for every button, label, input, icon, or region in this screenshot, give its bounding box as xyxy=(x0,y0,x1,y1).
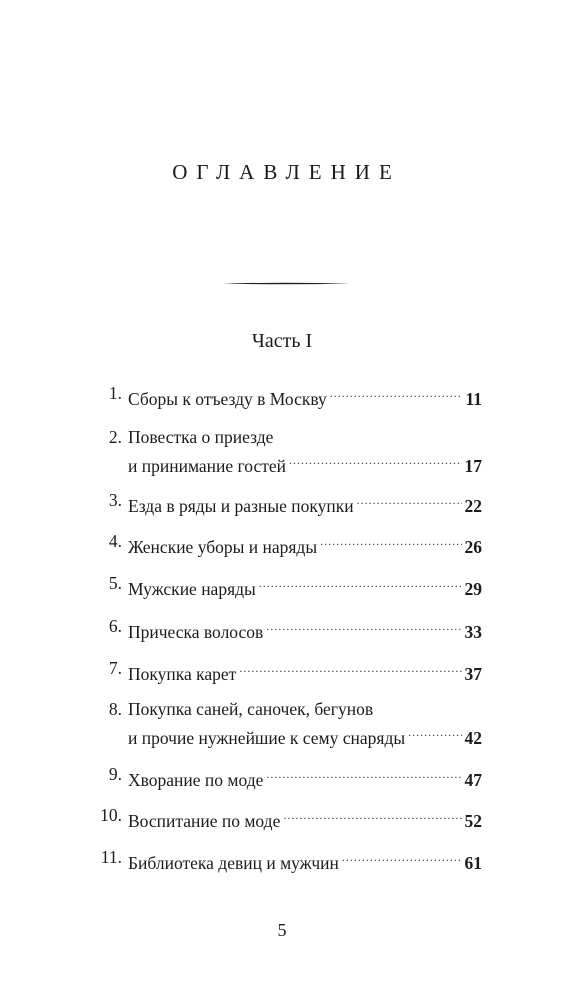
entry-title-continuation: и принимание гостей xyxy=(128,456,287,476)
entry-page: 47 xyxy=(464,770,482,790)
entry-title: Покупка саней, саночек, бегунов xyxy=(128,699,374,719)
page-number: 5 xyxy=(277,920,287,940)
entry-title: Женские уборы и наряды xyxy=(128,537,318,557)
entry-title: Хворание по моде xyxy=(128,770,264,790)
entry-page: 61 xyxy=(464,853,482,873)
entry-title: Воспитание по моде xyxy=(128,811,281,831)
dot-leader xyxy=(408,721,461,744)
entry-page: 22 xyxy=(464,496,482,516)
entry-title: Сборы к отъезду в Москву xyxy=(128,389,327,409)
entry-number: 2. xyxy=(108,427,122,447)
part-title: Часть I xyxy=(251,330,313,352)
entry-page: 29 xyxy=(464,579,482,599)
entry-number: 6. xyxy=(108,616,122,636)
dot-leader xyxy=(266,615,461,638)
entry-number: 7. xyxy=(108,658,122,678)
entry-title: Покупка карет xyxy=(128,664,237,684)
entry-page: 37 xyxy=(464,664,482,684)
dot-leader xyxy=(357,489,462,512)
entry-title-continuation: и прочие нужнейшие к сему снаряды xyxy=(128,728,406,748)
entry-title: Мужские наряды xyxy=(128,579,256,599)
entry-title: Езда в ряды и разные покупки xyxy=(128,496,354,516)
entry-page: 42 xyxy=(464,728,482,748)
entry-page: 26 xyxy=(464,537,482,557)
entry-page: 52 xyxy=(464,811,482,831)
entry-number: 9. xyxy=(108,764,122,784)
entry-title: Повестка о приезде xyxy=(128,427,274,447)
entry-number: 11. xyxy=(100,847,122,867)
dot-leader xyxy=(289,449,461,472)
decorative-rule xyxy=(222,282,350,285)
entry-number: 10. xyxy=(100,805,122,825)
entry-number: 4. xyxy=(108,531,122,551)
entry-page: 11 xyxy=(465,389,482,409)
dot-leader xyxy=(320,530,461,553)
dot-leader xyxy=(259,572,462,595)
dot-leader xyxy=(283,804,461,827)
entry-title: Прическа волосов xyxy=(128,622,264,642)
entry-number: 1. xyxy=(108,383,122,403)
entry-number: 5. xyxy=(108,573,122,593)
entry-page: 17 xyxy=(464,456,482,476)
contents-heading: ОГЛАВЛЕНИЕ xyxy=(172,160,401,184)
entry-number: 8. xyxy=(108,699,122,719)
dot-leader xyxy=(330,382,463,405)
dot-leader xyxy=(239,657,461,680)
entry-number: 3. xyxy=(108,490,122,510)
entry-title: Библиотека девиц и мужчин xyxy=(128,853,339,873)
dot-leader xyxy=(342,846,462,869)
dot-leader xyxy=(266,763,461,786)
entry-page: 33 xyxy=(464,622,482,642)
